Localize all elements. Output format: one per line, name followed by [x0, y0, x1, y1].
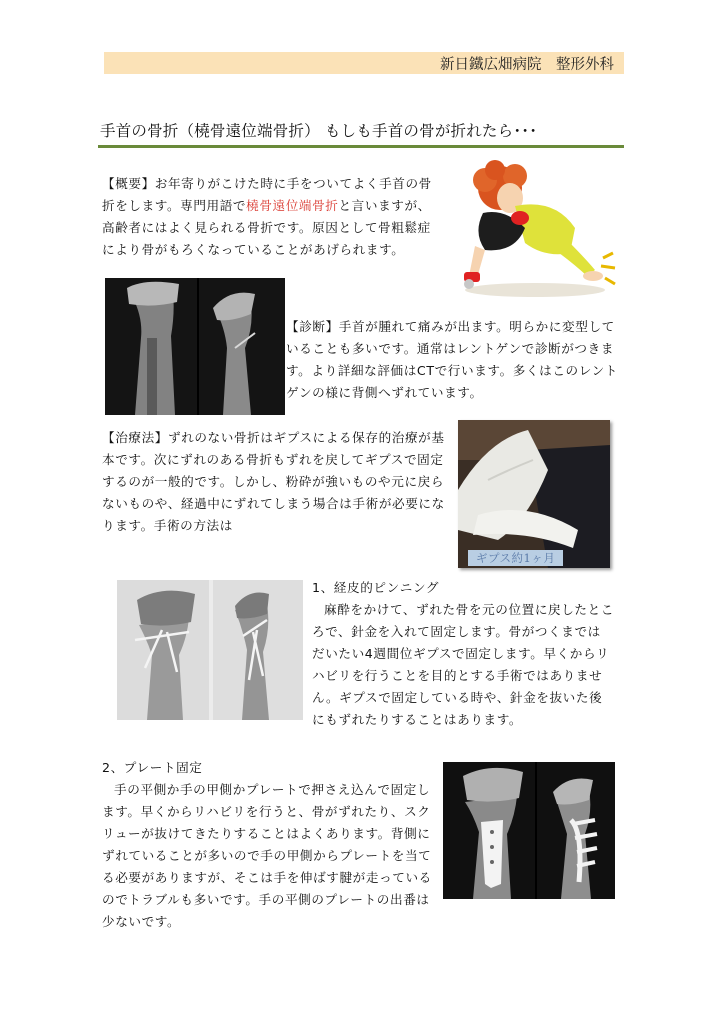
title-divider	[98, 145, 624, 148]
overview-text-pre: 【概要】お年寄りがこけた時に手をついてよく手首の骨折をします。専門用語で	[102, 176, 432, 213]
overview-paragraph	[102, 173, 442, 261]
page-title: 手首の骨折（橈骨遠位端骨折） もしも手首の骨が折れたら･･･	[100, 122, 538, 140]
cast-caption: ギプス約1ヶ月	[468, 550, 563, 566]
diagnosis-paragraph: 【診断】手首が腫れて痛みが出ます。明らかに変型していることも多いです。通常はレントゲンで診断がつきます。より詳細な評価はCTで行います。多くはこのレントゲンの様に背側へずれています。	[286, 319, 619, 400]
overview-text-post: と言いますが、高齢者にはよく見られる骨折です。原因として骨粗鬆症により骨がもろくなっていることがあげられます。	[102, 198, 431, 257]
hospital-name: 新日鐵広畑病院 整形外科	[440, 57, 614, 73]
plate-xray-image	[443, 762, 615, 899]
overview-highlight: 橈骨遠位端骨折	[246, 198, 339, 213]
fall-illustration	[455, 158, 620, 300]
method1-heading: 1、経皮的ピンニング	[312, 580, 440, 595]
method1-body: 麻酔をかけて、ずれた骨を元の位置に戻したところで、針金を入れて固定します。骨がつくまではだいたい4週間位ギプスで固定します。早くからリハビリを行うことを目的とする手術ではありません。ギプスで固定している時や、針金を抜いた後にもずれたりすることはあります。	[312, 602, 615, 727]
treatment-paragraph: 【治療法】ずれのない骨折はギプスによる保存的治療が基本です。次にずれのある骨折もずれを戻してギプスで固定するのが一般的です。しかし、粉砕が強いものや元に戻らないものや、経過中にずれてしまう場合は手術が必要になります。手術の方法は	[102, 430, 445, 533]
header-band	[104, 52, 624, 74]
fracture-xray-image	[105, 278, 285, 415]
cast-photo	[458, 420, 610, 568]
method2-body: 手の平側か手の甲側かプレートで押さえ込んで固定します。早くからリハビリを行うと、骨がずれたり、スクリューが抜けてきたりすることはよくあります。背側にずれていることが多いので手の甲側からプレートを当てる必要がありますが、そこは手を伸ばす腱が走っているのでトラブルも多いです。手の平側のプレートの出番は少ないです。	[102, 782, 432, 929]
method2-heading: 2、プレート固定	[102, 760, 203, 775]
method2-section	[102, 757, 438, 933]
pinning-xray-image	[117, 580, 303, 720]
method1-section	[312, 577, 614, 731]
